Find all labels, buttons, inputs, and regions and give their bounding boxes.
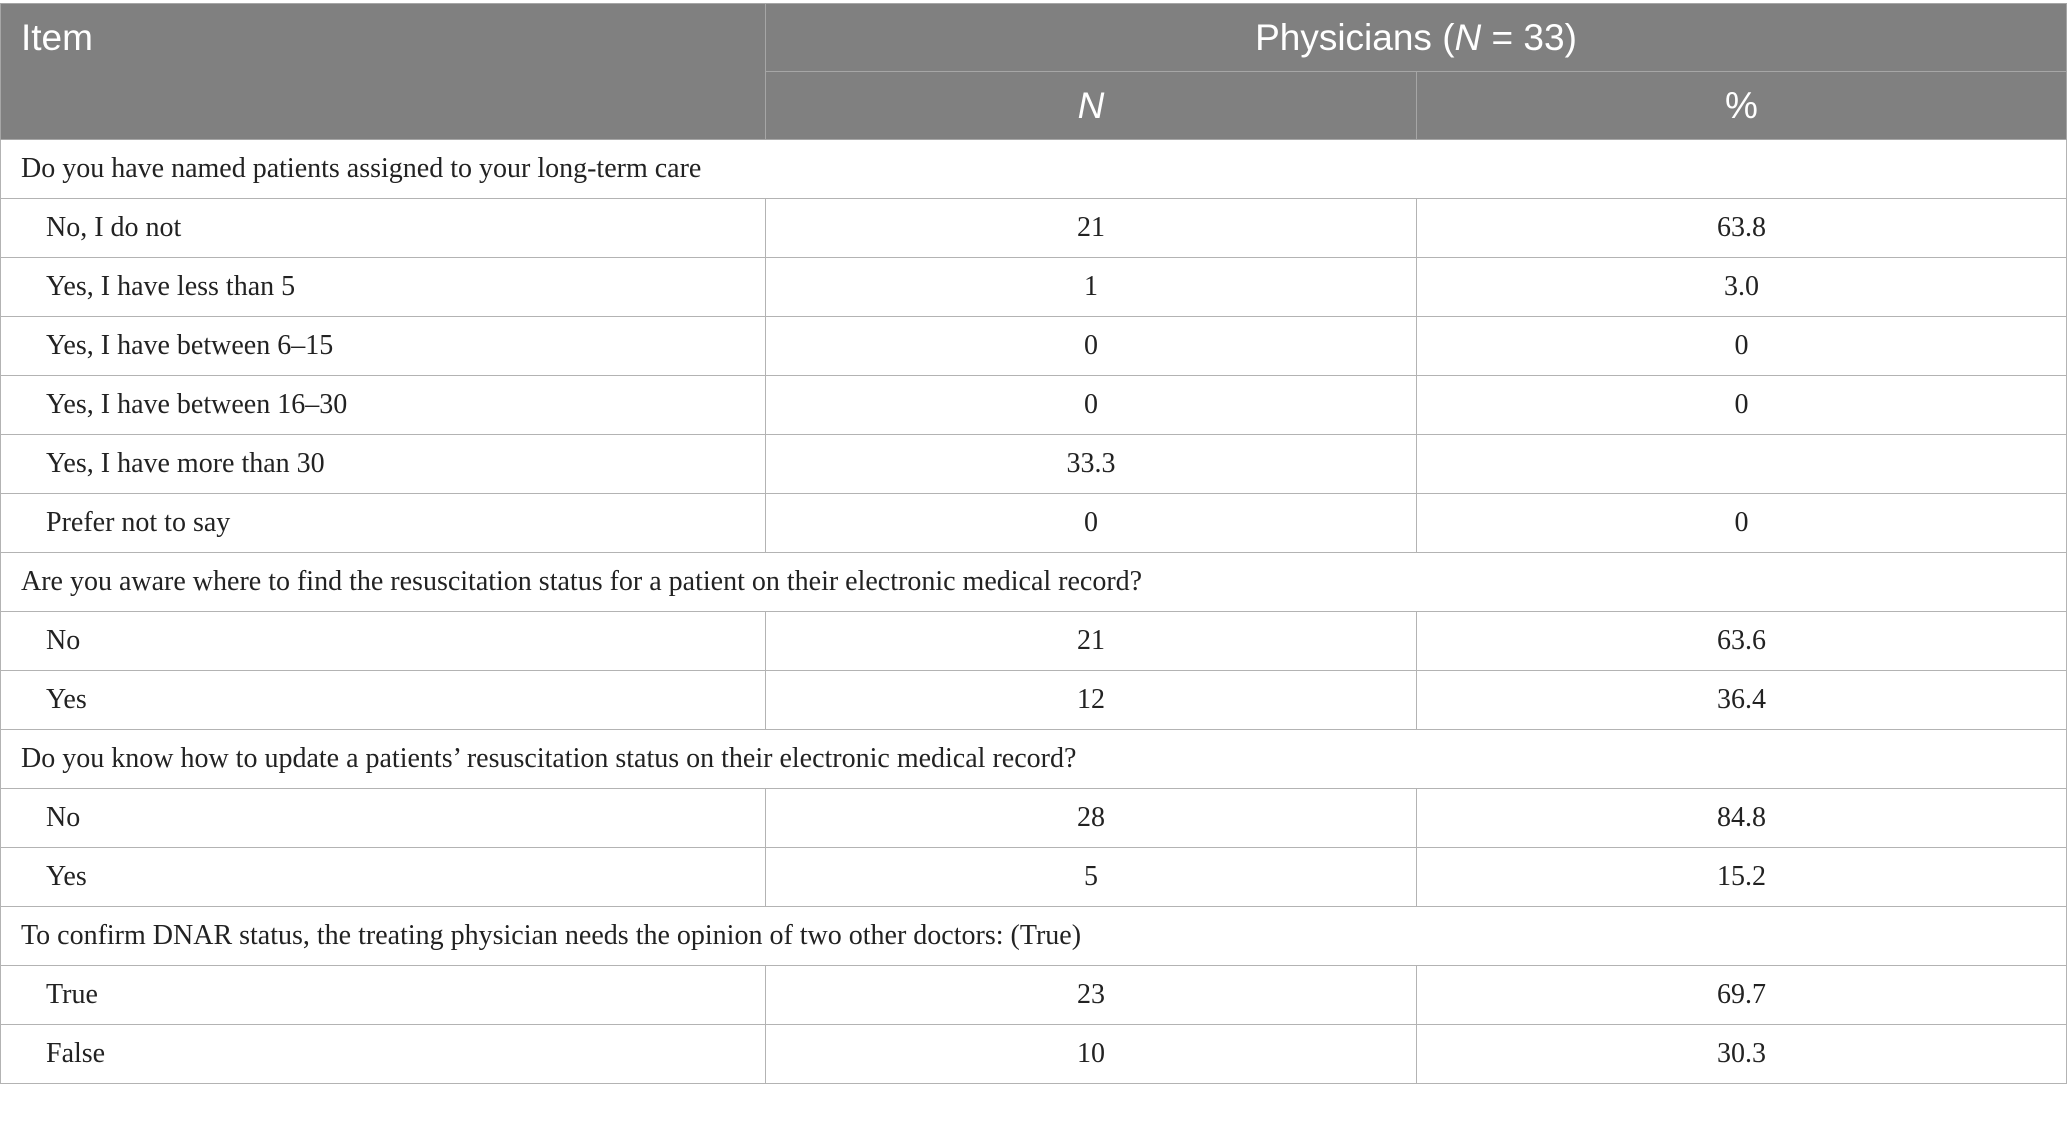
table-row — [1, 966, 2067, 1025]
percent-value: 15.2 — [1417, 848, 2067, 907]
count-value: 28 — [766, 789, 1417, 848]
count-value: 33.3 — [766, 435, 1417, 494]
table-row — [1, 1025, 2067, 1084]
section-row — [1, 553, 2067, 612]
physicians-group-header — [766, 4, 2067, 72]
count-value: 21 — [766, 199, 1417, 258]
answer-label: No, I do not — [1, 199, 766, 258]
count-value: 0 — [766, 317, 1417, 376]
table-row — [1, 494, 2067, 553]
count-value: 1 — [766, 258, 1417, 317]
answer-label: Prefer not to say — [1, 494, 766, 553]
table-row — [1, 317, 2067, 376]
percent-value: 0 — [1417, 317, 2067, 376]
section-row — [1, 730, 2067, 789]
table-row — [1, 376, 2067, 435]
answer-label: Yes, I have between 6–15 — [1, 317, 766, 376]
table-row — [1, 789, 2067, 848]
table-row — [1, 612, 2067, 671]
answer-label: Yes — [1, 671, 766, 730]
percent-value: 84.8 — [1417, 789, 2067, 848]
group-prefix: Physicians ( — [1255, 16, 1455, 58]
table-row — [1, 258, 2067, 317]
n-column-header: N — [766, 72, 1417, 140]
answer-label: Yes — [1, 848, 766, 907]
survey-results-table — [0, 3, 2067, 1084]
answer-label: No — [1, 612, 766, 671]
answer-label: Yes, I have between 16–30 — [1, 376, 766, 435]
answer-label: Yes, I have more than 30 — [1, 435, 766, 494]
section-question: Do you know how to update a patients’ resuscitation status on their electronic medical record? — [1, 730, 2067, 789]
percent-value — [1417, 435, 2067, 494]
header-row-group — [1, 4, 2067, 72]
group-n-symbol: N — [1454, 16, 1482, 58]
count-value: 0 — [766, 494, 1417, 553]
section-question: Do you have named patients assigned to your long-term care — [1, 140, 2067, 199]
section-row — [1, 140, 2067, 199]
section-question: Are you aware where to find the resuscitation status for a patient on their electronic medical record? — [1, 553, 2067, 612]
count-value: 23 — [766, 966, 1417, 1025]
count-value: 12 — [766, 671, 1417, 730]
table-row — [1, 848, 2067, 907]
answer-label: Yes, I have less than 5 — [1, 258, 766, 317]
percent-value: 0 — [1417, 376, 2067, 435]
count-value: 0 — [766, 376, 1417, 435]
answer-label: False — [1, 1025, 766, 1084]
percent-value: 63.6 — [1417, 612, 2067, 671]
percent-value: 3.0 — [1417, 258, 2067, 317]
count-value: 21 — [766, 612, 1417, 671]
percent-value: 63.8 — [1417, 199, 2067, 258]
table-row — [1, 671, 2067, 730]
percent-column-header: % — [1417, 72, 2067, 140]
section-question: To confirm DNAR status, the treating physician needs the opinion of two other doctors: (True) — [1, 907, 2067, 966]
percent-value: 36.4 — [1417, 671, 2067, 730]
table-header — [1, 4, 2067, 140]
item-column-header: Item — [1, 4, 766, 140]
group-suffix: = 33) — [1481, 16, 1577, 58]
table-row — [1, 435, 2067, 494]
answer-label: True — [1, 966, 766, 1025]
answer-label: No — [1, 789, 766, 848]
section-row — [1, 907, 2067, 966]
percent-value: 30.3 — [1417, 1025, 2067, 1084]
count-value: 5 — [766, 848, 1417, 907]
count-value: 10 — [766, 1025, 1417, 1084]
percent-value: 69.7 — [1417, 966, 2067, 1025]
table-row — [1, 199, 2067, 258]
table-body — [1, 140, 2067, 1084]
percent-value: 0 — [1417, 494, 2067, 553]
